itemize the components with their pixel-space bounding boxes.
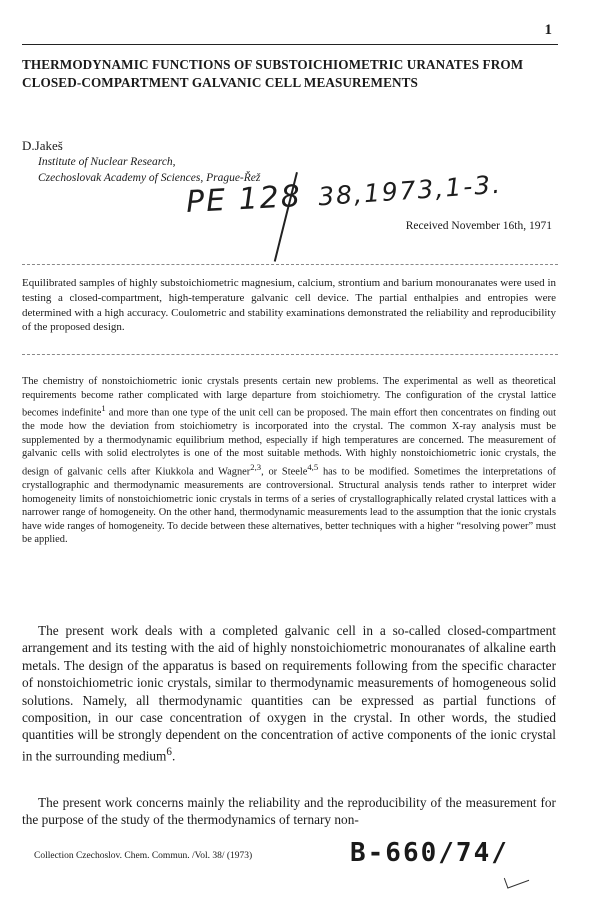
top-rule bbox=[22, 44, 558, 45]
handwritten-mark bbox=[504, 870, 529, 888]
handwritten-code: PE 128 bbox=[185, 178, 303, 221]
page-number: 1 bbox=[544, 22, 552, 38]
citation-ref: 1 bbox=[101, 403, 106, 414]
journal-citation: Collection Czechoslov. Chem. Commun. /Vol. 38/ (1973) bbox=[34, 851, 253, 861]
introduction-paragraph bbox=[22, 375, 556, 547]
body-p1-text: The present work deals with a completed galvanic cell in a so-called closed-compartment arrangement and its testing with the aid of highly nonstoichiometric monouranates of alkaline earth metals. The design of the apparatus is based on requirements following from the specific character of nonstoichiometric ionic crystals, similar to thermodynamic measurements of homogeneous solid solutions. Namely, all thermodynamic quantities can be expressed as partial functions of composition, in our case concentration of oxygen in the crystal. In other words, the studied quantities will be strongly dependent on the concentration of active components of the ionic crystal in the surrounding medium bbox=[22, 623, 556, 764]
citation-ref: 2,3 bbox=[250, 462, 262, 473]
archive-stamp: B-660/74/ bbox=[350, 838, 509, 868]
received-date: Received November 16th, 1971 bbox=[405, 220, 552, 232]
citation-ref: 4,5 bbox=[307, 462, 319, 473]
abstract-bottom-rule bbox=[22, 354, 558, 355]
intro-text-2: and more than one type of the unit cell can be proposed. The main effort then concentrates on finding out the mode how the deviation from stoichiometry is incorporated into the crystal. The common X-ray analysis must be supplemented by a thermodynamic equilibrium method, especially if high temperatures are concerned. The measurement of galvanic cells with solid electrolytes is one of the most suitable methods. With highly nonstoichiometric ionic crystals, the design of galvanic cells after Kiukkola and Wagner bbox=[22, 407, 556, 478]
intro-text-4: has to be modified. Sometimes the interpretations of crystallographic and thermodynamic measurements are controversional. Structural analysis tends rather to interpret wider homogeneity limits of nonstoichiometric ionic crystals in terms of a series of crystallographically related crystal lattices with a narrower range of homogeneity. On the other hand, thermodynamic measurements lead to the assumption that the ionic crystals have wide ranges of homogeneity. To decide between these alternatives, better techniques with a higher “resolving power” must be applied. bbox=[22, 466, 556, 546]
handwritten-reference: 38,1973,1-3. bbox=[317, 169, 503, 212]
author: D.Jakeš bbox=[22, 138, 63, 153]
body-paragraph-1 bbox=[22, 622, 556, 765]
intro-text-1: The chemistry of nonstoichiometric ionic crystals presents certain new problems. The experimental as well as theoretical requirements become rather complicated with large departure from stoichiometry. The configuration of the crystal lattice becomes indefinite bbox=[22, 376, 556, 419]
abstract-top-rule bbox=[22, 264, 558, 265]
citation-ref: 6 bbox=[166, 745, 172, 758]
abstract: Equilibrated samples of highly substoichiometric magnesium, calcium, strontium and barium monouranates were used in testing a closed-compartment, high-temperature galvanic cell device. The partial enthalpies and entropies were determined with a high accuracy. Coulometric and stability examinations demonstrated the reliability and reproducibility of the proposed design. bbox=[22, 277, 556, 334]
intro-text-3: , or Steele bbox=[261, 466, 308, 478]
article-title: THERMODYNAMIC FUNCTIONS OF SUBSTOICHIOMETRIC URANATES FROM CLOSED-COMPARTMENT GALVANIC CELL MEASUREMENTS bbox=[22, 57, 524, 90]
body-paragraph-2: The present work concerns mainly the reliability and the reproducibility of the measurement for the purpose of the study of the thermodynamics of ternary non- bbox=[22, 795, 556, 828]
affiliation-line-1: Institute of Nuclear Research, bbox=[38, 156, 176, 168]
body-p1-end: . bbox=[171, 748, 176, 764]
affiliation-line-2: Czechoslovak Academy of Sciences, Prague-Řež bbox=[38, 172, 261, 184]
